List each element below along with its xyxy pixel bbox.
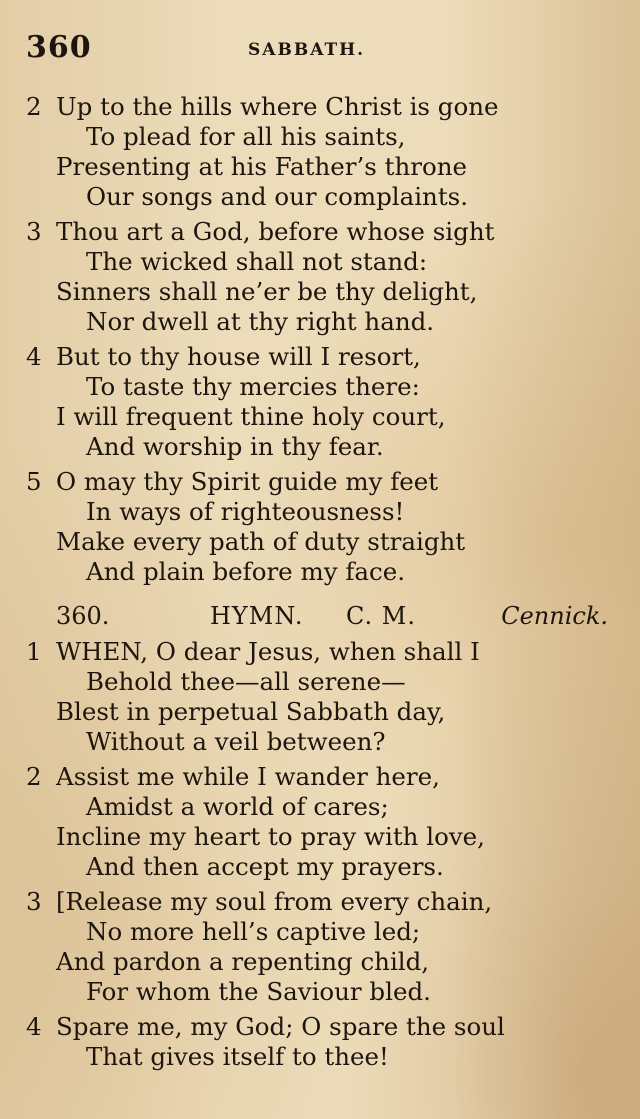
verse-line: The wicked shall not stand: <box>86 247 428 276</box>
page-number: 360 <box>26 30 92 65</box>
verse-line: To taste thy mercies there: <box>86 372 420 401</box>
verse-line: [Release my soul from every chain, <box>56 887 493 916</box>
stanza <box>26 342 616 462</box>
stanza <box>26 92 616 212</box>
stanza <box>26 762 616 882</box>
verse-line: Sinners shall ne’er be thy delight, <box>56 277 478 306</box>
verse-line: Without a veil between? <box>86 727 386 756</box>
verse-line: For whom the Saviour bled. <box>86 977 431 1006</box>
verse-line: Make every path of duty straight <box>56 527 466 556</box>
hymn-number: 360. <box>56 602 110 630</box>
running-title: SABBATH. <box>248 40 366 60</box>
verse-line: And plain before my face. <box>86 557 406 586</box>
verse-line: And then accept my prayers. <box>86 852 444 881</box>
verse-line: Presenting at his Father’s throne <box>56 152 467 181</box>
verse-line: And worship in thy fear. <box>86 432 384 461</box>
hymn-meter: C. M. <box>346 602 416 630</box>
verse-number: 1 <box>26 637 42 666</box>
verse-line: No more hell’s captive led; <box>86 917 421 946</box>
verse-number: 3 <box>26 887 42 916</box>
verse-line: But to thy house will I resort, <box>56 342 421 371</box>
verse-line: Spare me, my God; O spare the soul <box>56 1012 505 1041</box>
verse-line: Incline my heart to pray with love, <box>56 822 485 851</box>
verse-number: 2 <box>26 92 42 121</box>
hymn-heading <box>26 601 616 631</box>
stanza <box>26 637 616 757</box>
stanza <box>26 217 616 337</box>
verse-line: Blest in perpetual Sabbath day, <box>56 697 446 726</box>
verse-line: Thou art a God, before whose sight <box>56 217 495 246</box>
verse-number: 4 <box>26 1012 42 1041</box>
running-head <box>26 30 600 70</box>
stanza <box>26 1012 616 1072</box>
verse-line: Up to the hills where Christ is gone <box>56 92 499 121</box>
verse-line: Behold thee—all serene— <box>86 667 406 696</box>
stanza <box>26 467 616 587</box>
hymn-author: Cennick. <box>501 602 608 630</box>
text-block <box>26 92 616 1077</box>
verse-line: Amidst a world of cares; <box>86 792 389 821</box>
verse-line: Assist me while I wander here, <box>56 762 440 791</box>
verse-number: 5 <box>26 467 42 496</box>
verse-number: 3 <box>26 217 42 246</box>
hymn-title: HYMN. <box>210 602 304 630</box>
verse-line: O may thy Spirit guide my feet <box>56 467 439 496</box>
verse-number: 4 <box>26 342 42 371</box>
verse-line: Nor dwell at thy right hand. <box>86 307 435 336</box>
verse-line: WHEN, O dear Jesus, when shall I <box>56 637 480 666</box>
verse-line: And pardon a repenting child, <box>56 947 430 976</box>
verse-number: 2 <box>26 762 42 791</box>
verse-line: That gives itself to thee! <box>86 1042 389 1071</box>
verse-line: In ways of righteousness! <box>86 497 405 526</box>
verse-line: Our songs and our complaints. <box>86 182 469 211</box>
verse-line: To plead for all his saints, <box>86 122 406 151</box>
stanza <box>26 887 616 1007</box>
verse-line: I will frequent thine holy court, <box>56 402 446 431</box>
